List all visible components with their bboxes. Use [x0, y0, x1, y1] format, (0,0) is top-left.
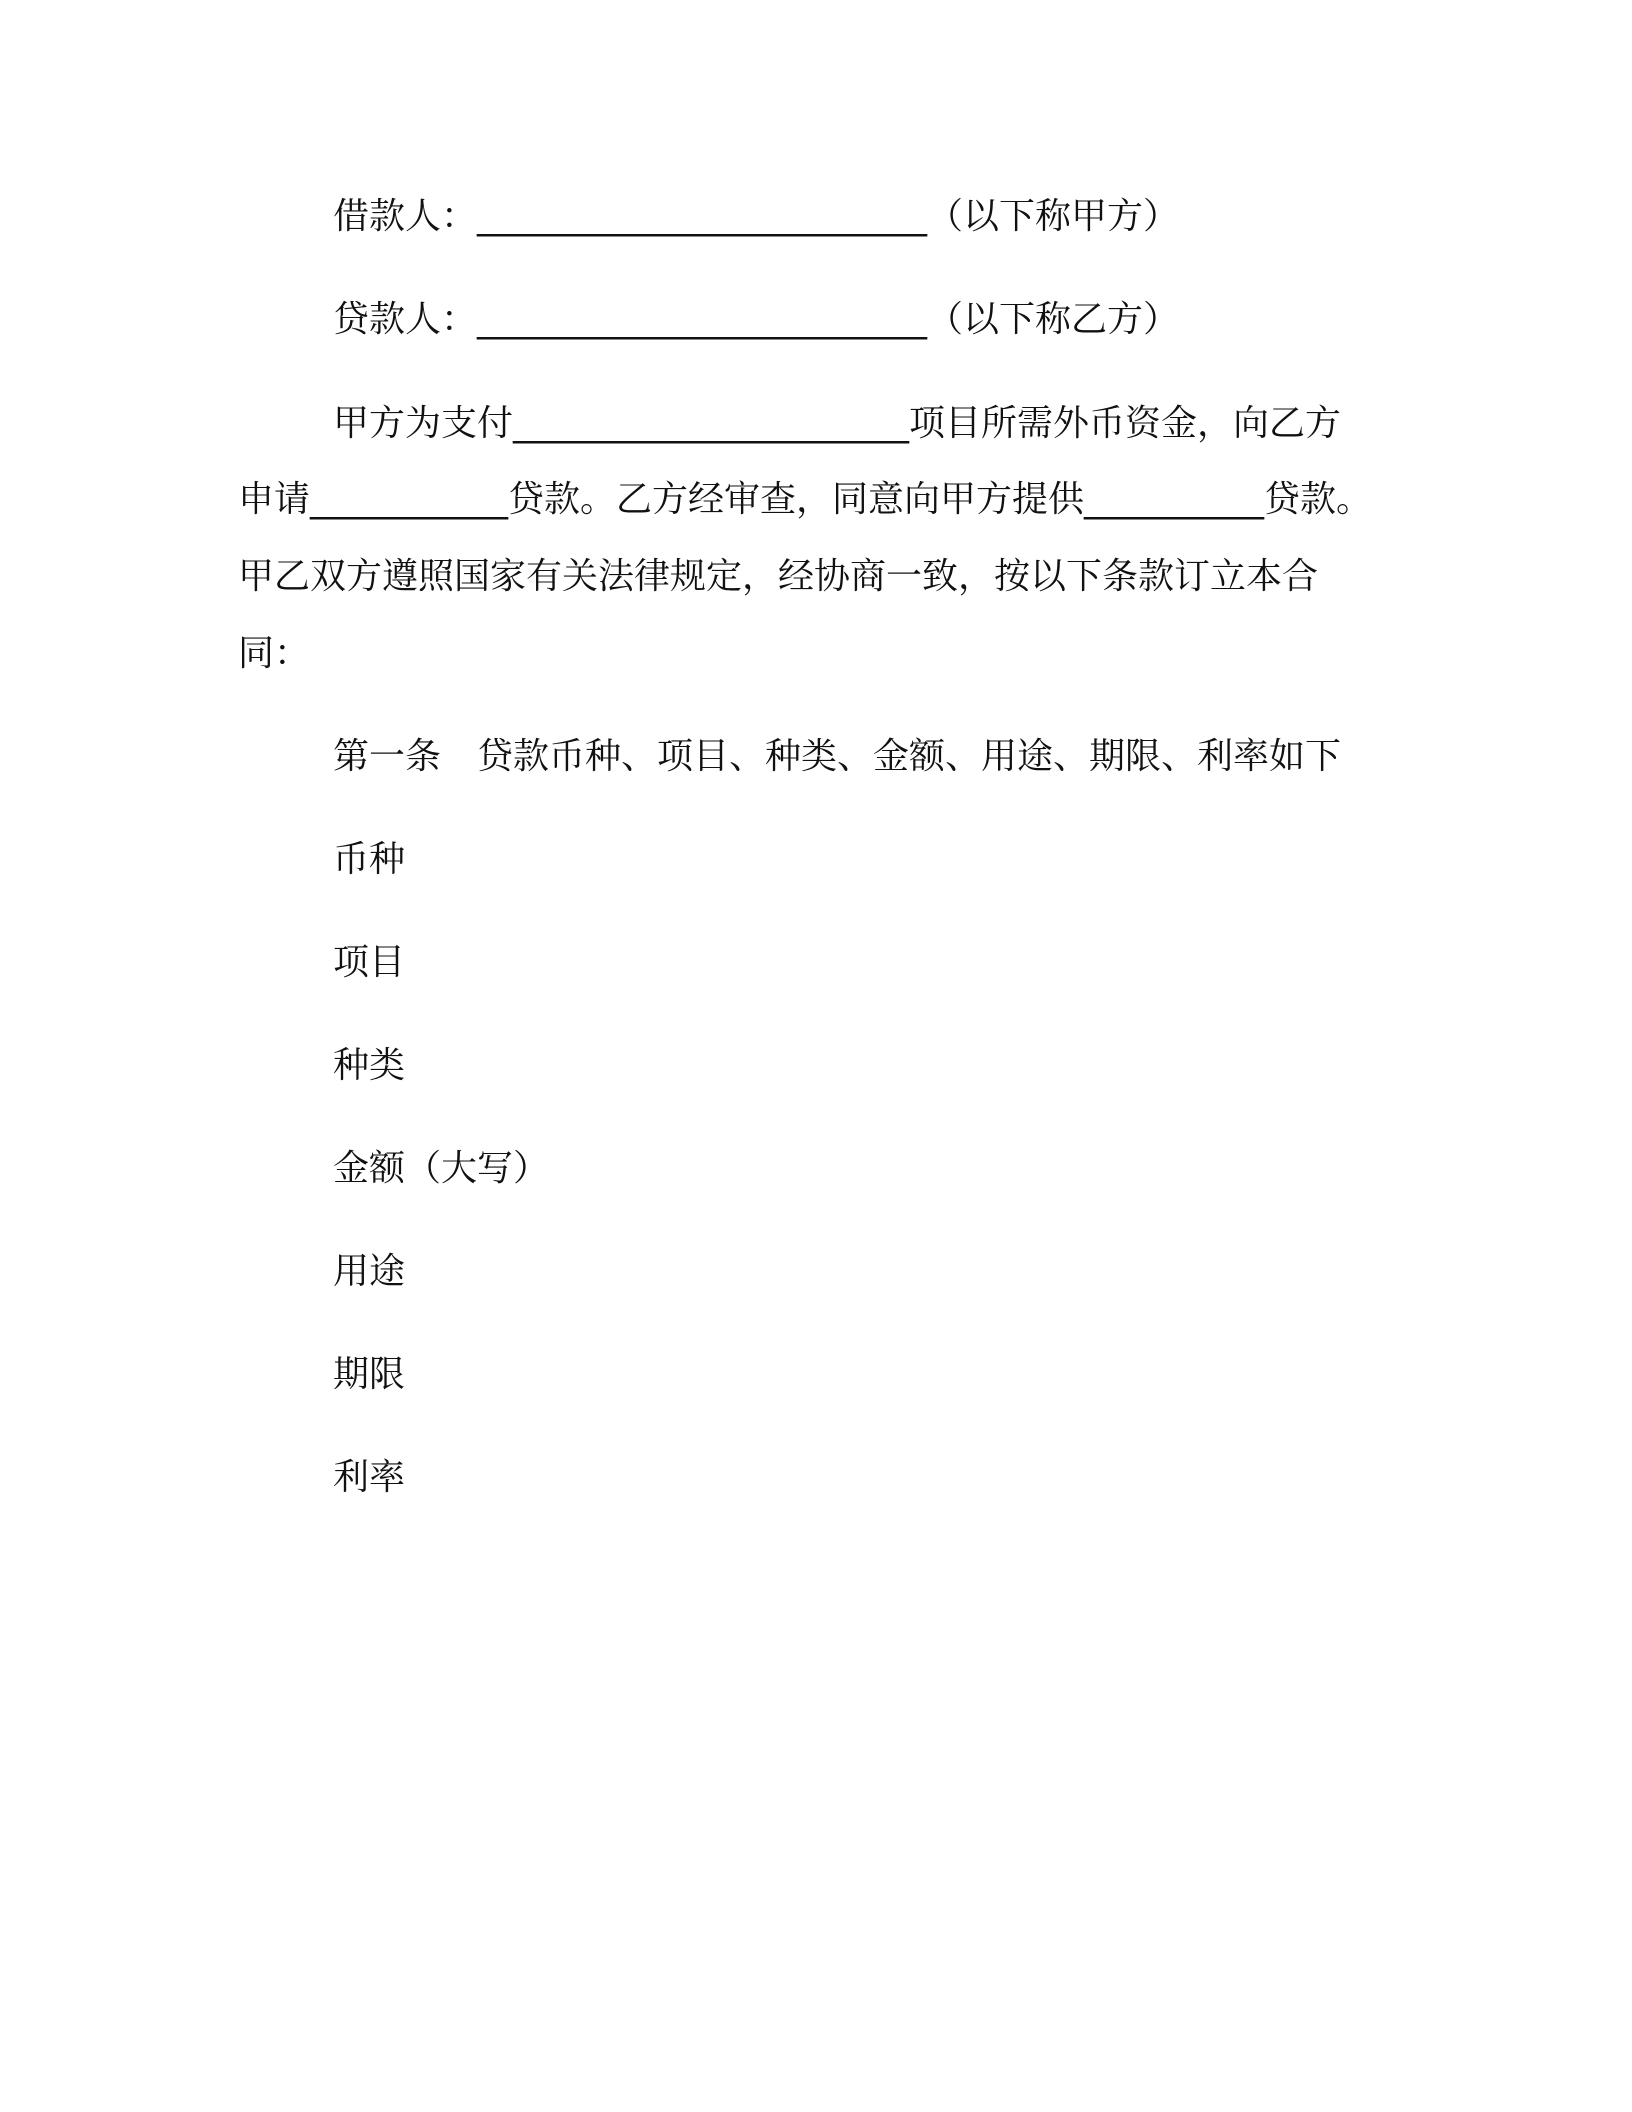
field-amount: 金额（大写） [333, 1148, 550, 1189]
preamble-line-3: 甲乙双方遵照国家有关法律规定，经协商一致，按以下条款订立本合 [238, 556, 1319, 597]
preamble-line-2: 申请___________贷款。乙方经审查，同意向甲方提供__________贷款。 [238, 479, 1373, 520]
field-currency: 币种 [333, 839, 406, 880]
article-1-heading: 第一条 贷款币种、项目、种类、金额、用途、期限、利率如下 [333, 736, 1342, 777]
field-project: 项目 [333, 942, 406, 983]
lender-line: 贷款人：_________________________（以下称乙方） [333, 299, 1180, 340]
preamble-line-1: 甲方为支付______________________项目所需外币资金，向乙方 [333, 403, 1342, 444]
borrower-line: 借款人：_________________________（以下称甲方） [333, 196, 1180, 237]
field-term: 期限 [333, 1354, 406, 1395]
field-interest-rate: 利率 [333, 1457, 406, 1498]
field-type: 种类 [333, 1045, 406, 1086]
field-purpose: 用途 [333, 1251, 406, 1292]
preamble-line-4: 同： [238, 633, 311, 674]
